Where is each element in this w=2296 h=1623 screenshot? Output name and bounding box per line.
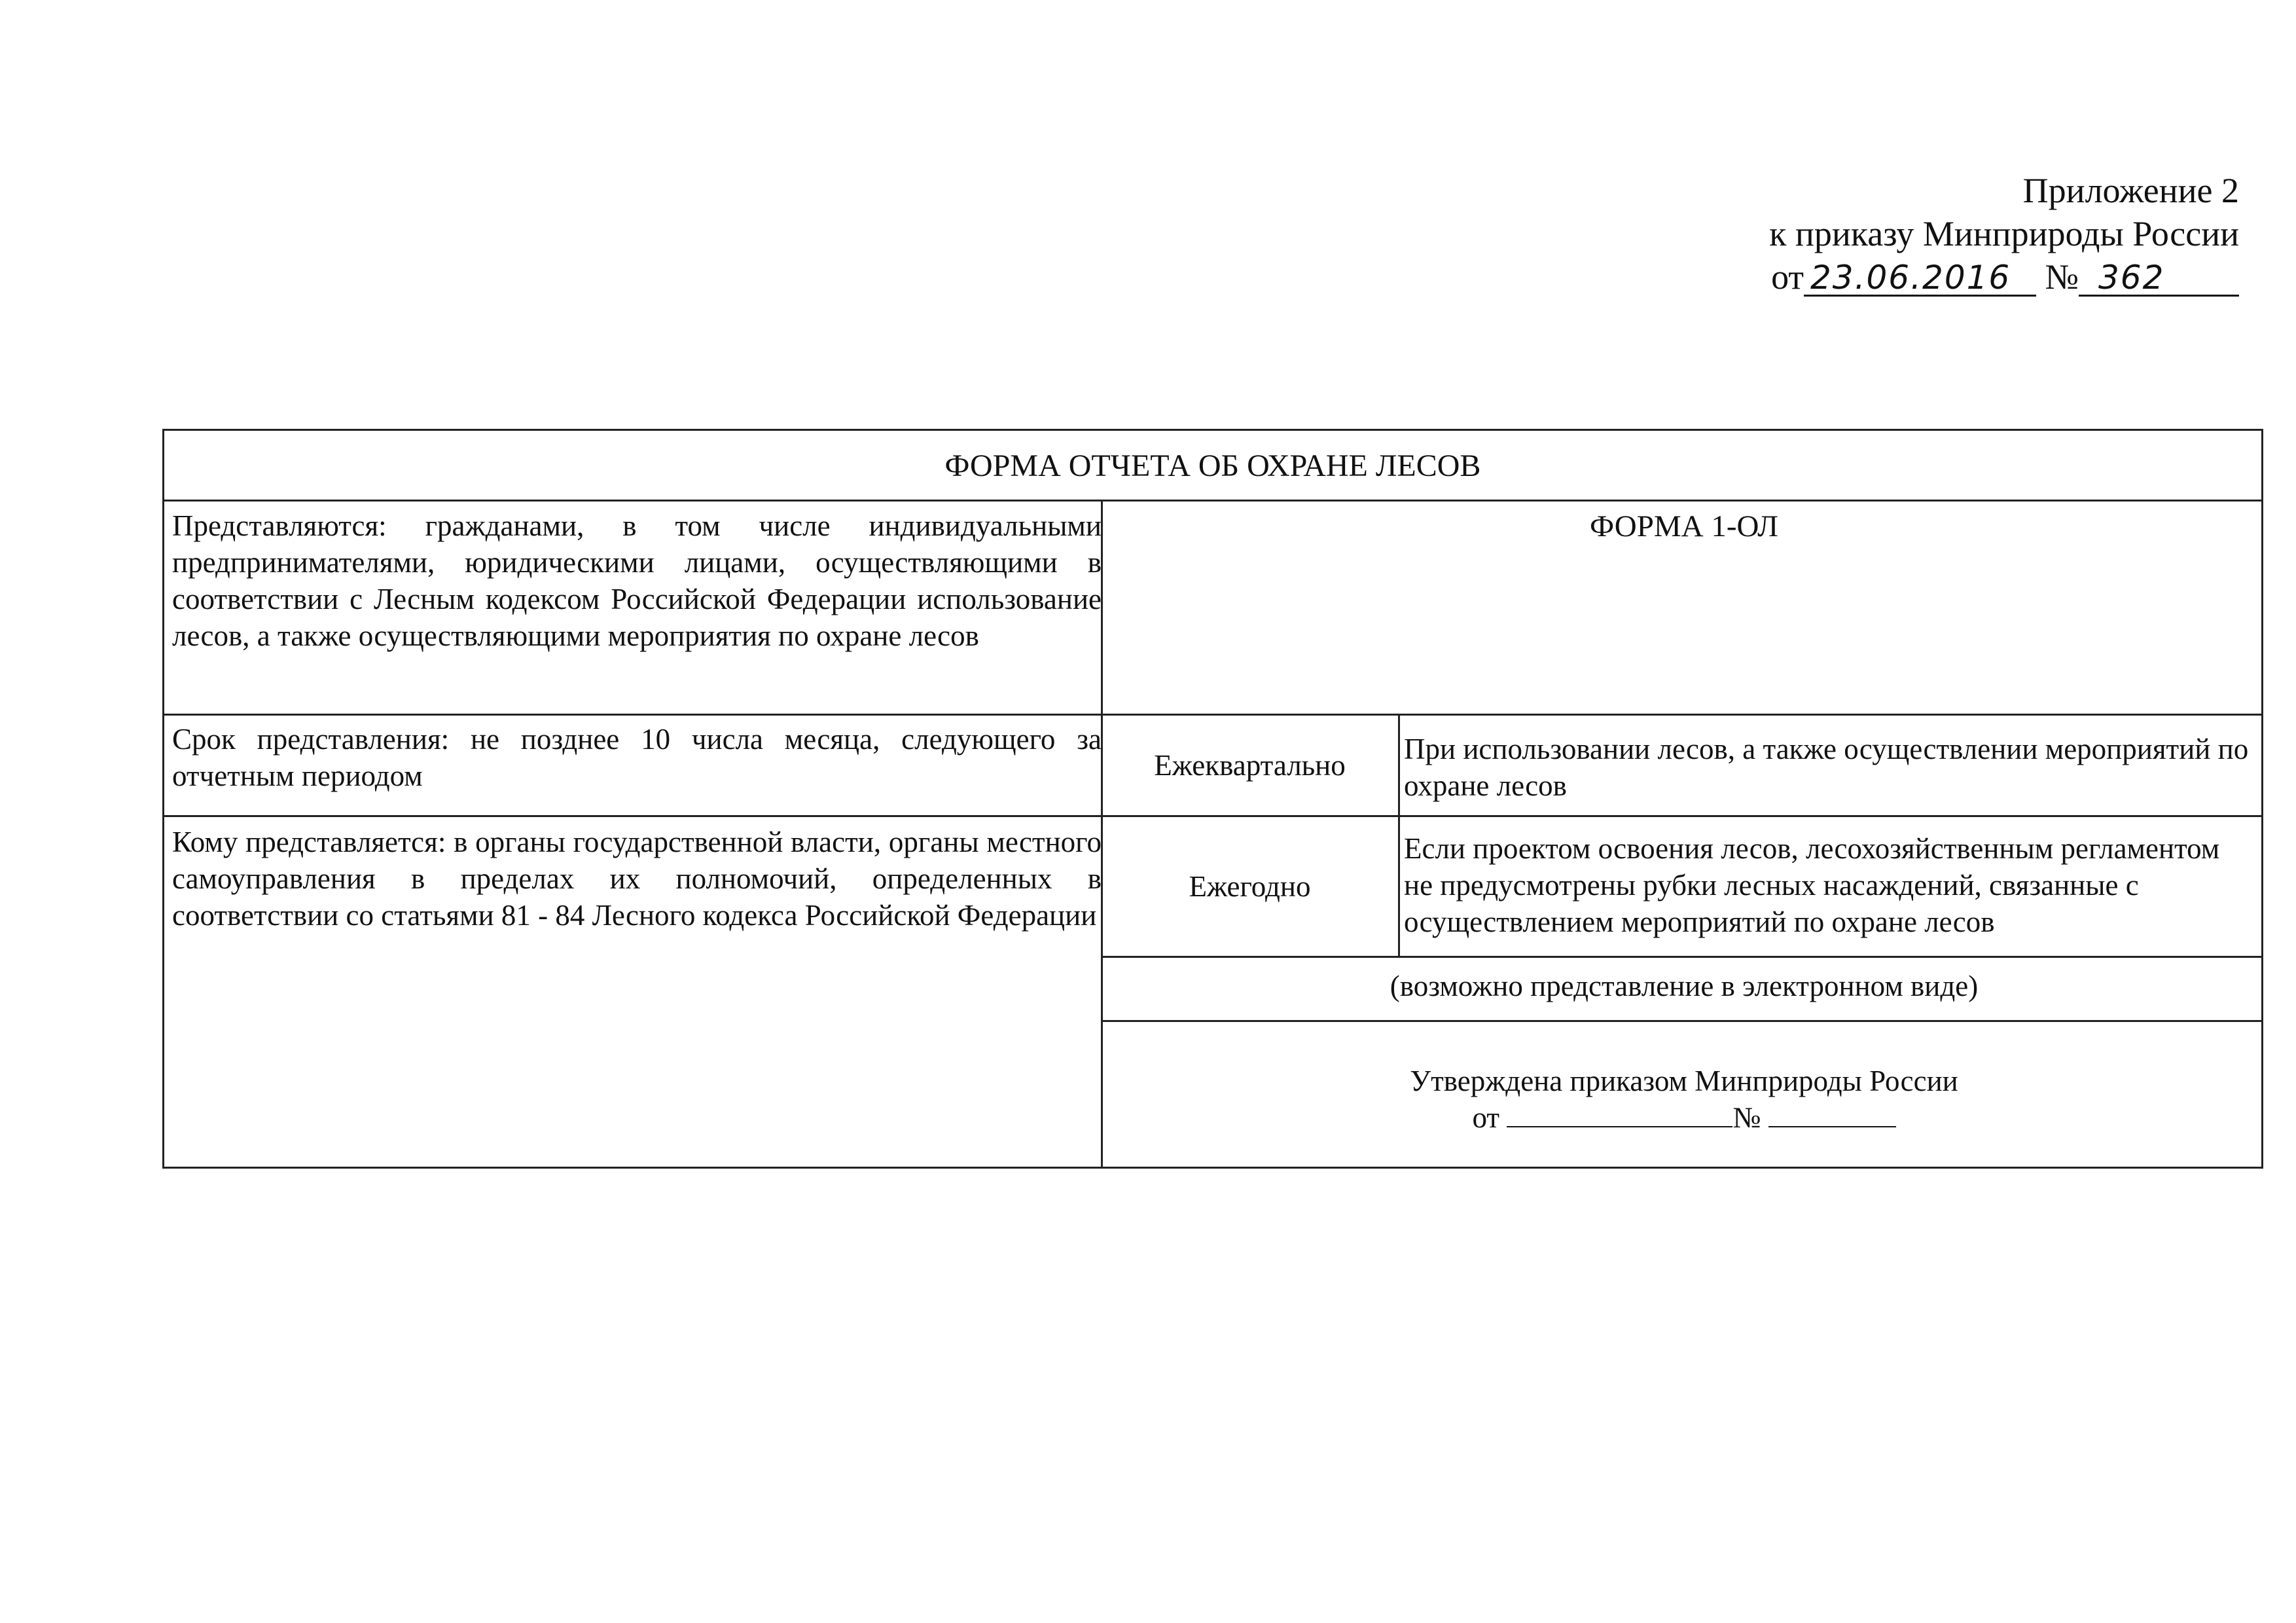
date-prefix: от — [1771, 257, 1804, 297]
divider — [1398, 714, 1400, 956]
divider — [1101, 956, 2261, 958]
number-prefix: № — [2045, 257, 2079, 297]
electronic-submission-note: (возможно представление в электронном виде) — [1390, 970, 1979, 1002]
period-quarterly: Ежеквартально — [1154, 749, 1346, 782]
deadline-text: Срок представления: не позднее 10 числа месяца, следующего за отчетным периодом — [172, 723, 1102, 792]
approval-date-prefix: от — [1472, 1101, 1500, 1134]
period-quarterly-condition: При использовании лесов, а также осуществлении мероприятий по охране лесов — [1404, 733, 2249, 802]
recipient-text: Кому представляется: в органы государственной власти, органы местного самоуправления в пределах их полномочий, определенных в соответствии со статьями 81 - 84 Лесного кодекса Российской Федерации — [172, 826, 1102, 932]
approval-date-blank — [1507, 1100, 1732, 1127]
approval-number-blank — [1768, 1100, 1896, 1127]
approval-date-line — [1107, 1099, 2261, 1136]
approval-line: Утверждена приказом Минприроды России — [1410, 1065, 1958, 1097]
approval-number-prefix: № — [1732, 1101, 1761, 1134]
divider — [1101, 1020, 2261, 1022]
submitted-by-text: Представляются: гражданами, в том числе индивидуальными предпринимателями, юридическими лицами, осуществляющими в соответствии с Лесным кодексом Российской Федерации использование лесов, а также осуществляющими мероприятия по охране лесов — [172, 509, 1102, 652]
form-code: ФОРМА 1-ОЛ — [1590, 509, 1778, 543]
order-date-handwritten: 23.06.2016 — [1804, 261, 2036, 297]
order-reference: к приказу Минприроды России — [1769, 214, 2239, 253]
form-title: ФОРМА ОТЧЕТА ОБ ОХРАНЕ ЛЕСОВ — [944, 448, 1481, 483]
appendix-header — [1769, 169, 2239, 299]
order-date-line — [1769, 255, 2239, 299]
report-form-table — [162, 429, 2263, 1169]
appendix-number: Приложение 2 — [2022, 171, 2239, 210]
period-annual: Ежегодно — [1189, 870, 1311, 903]
order-number-handwritten: 362 — [2079, 261, 2239, 297]
period-annual-condition: Если проектом освоения лесов, лесохозяйственным регламентом не предусмотрены рубки лесных насаждений, связанные с осуществлением мероприятий по охране лесов — [1404, 832, 2220, 938]
approval-block — [1107, 1063, 2261, 1136]
